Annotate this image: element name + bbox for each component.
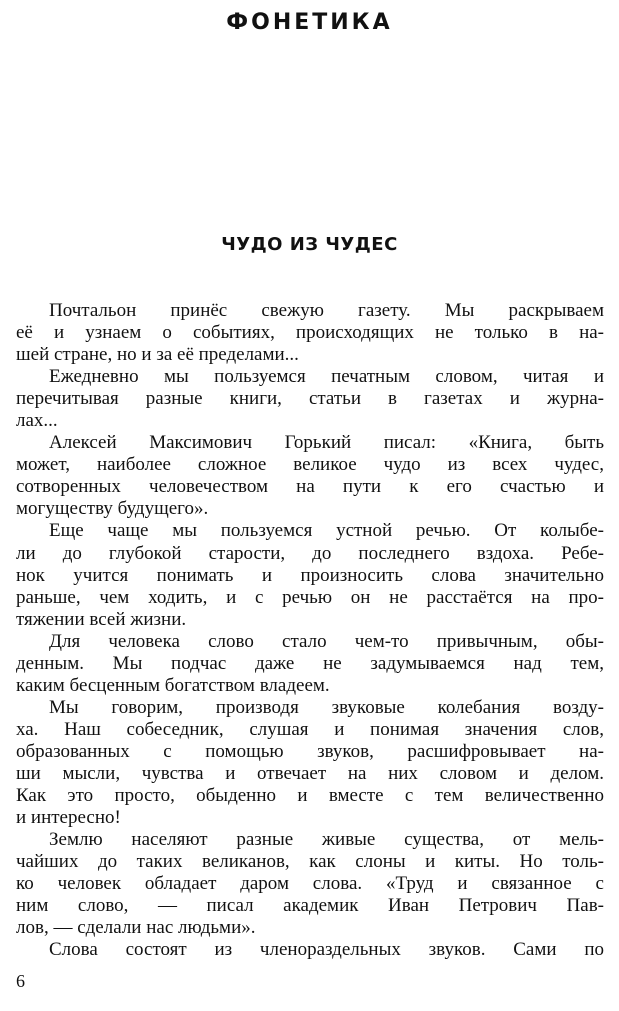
text-line: Почтальон принёс свежую газету. Мы раскрываем: [49, 300, 604, 321]
text-line: чайших до таких великанов, как слоны и киты. Но толь-: [16, 851, 604, 873]
text-line: лов, — сделали нас людьми».: [16, 917, 256, 939]
text-line: раньше, чем ходить, и с речью он не расстаётся на про-: [16, 586, 604, 608]
paragraph: [16, 300, 604, 366]
text-line: Как это просто, обыденно и вместе с тем величественно: [16, 785, 604, 807]
text-line: Алексей Максимович Горький писал: «Книга, быть: [49, 432, 604, 454]
section-title: ФОНЕТИКА: [226, 10, 393, 35]
text-line: Для человека слово стало чем-то привычным, обы-: [49, 630, 604, 652]
text-line: Еще чаще мы пользуемся устной речью. От колыбе-: [49, 520, 604, 542]
text-line: и интересно!: [16, 807, 121, 829]
text-line: нок учится понимать и произносить слова значительно: [16, 564, 604, 586]
text-line: Землю населяют разные живые существа, от мель-: [49, 829, 604, 851]
text-line: Ежедневно мы пользуемся печатным словом, читая и: [49, 366, 604, 388]
text-line: каким бесценным богатством владеем.: [16, 674, 330, 696]
text-line: может, наиболее сложное великое чудо из всех чудес,: [16, 454, 604, 476]
paragraph: [16, 939, 604, 961]
text-line: ха. Наш собеседник, слушая и понимая значения слов,: [16, 718, 604, 740]
text-line: сотворенных человечеством на пути к его счастью и: [16, 476, 604, 498]
text-line: ко человек обладает даром слова. «Труд и связанное с: [16, 873, 604, 895]
paragraph: [16, 366, 604, 432]
paragraph: [16, 520, 604, 630]
paragraph: [16, 829, 604, 939]
text-line: лах...: [16, 410, 58, 432]
text-line: шей стране, но и за её пределами...: [16, 344, 299, 366]
page-number: 6: [16, 971, 25, 991]
text-line: перечитывая разные книги, статьи в газетах и журна-: [16, 388, 604, 410]
text-line: ли до глубокой старости, до последнего вздоха. Ребе-: [16, 542, 604, 564]
text-line: образованных с помощью звуков, расшифровывает на-: [16, 740, 604, 762]
text-line: ши мысли, чувства и отвечает на них словом и делом.: [16, 762, 604, 784]
text-line: Мы говорим, производя звуковые колебания возду-: [49, 696, 604, 718]
text-line: могуществу будущего».: [16, 498, 209, 520]
chapter-title: ЧУДО ИЗ ЧУДЕС: [221, 234, 398, 255]
text-line: её и узнаем о событиях, происходящих не только в на-: [16, 322, 604, 344]
paragraph: [16, 697, 604, 829]
text-line: тяжении всей жизни.: [16, 608, 187, 630]
text-line: ним слово, — писал академик Иван Петрович Пав-: [16, 895, 604, 917]
paragraph: [16, 631, 604, 697]
text-line: Слова состоят из членораздельных звуков. Сами по: [49, 939, 604, 961]
body-text: [16, 300, 604, 961]
text-line: денным. Мы подчас даже не задумываемся над тем,: [16, 652, 604, 674]
paragraph: [16, 432, 604, 520]
